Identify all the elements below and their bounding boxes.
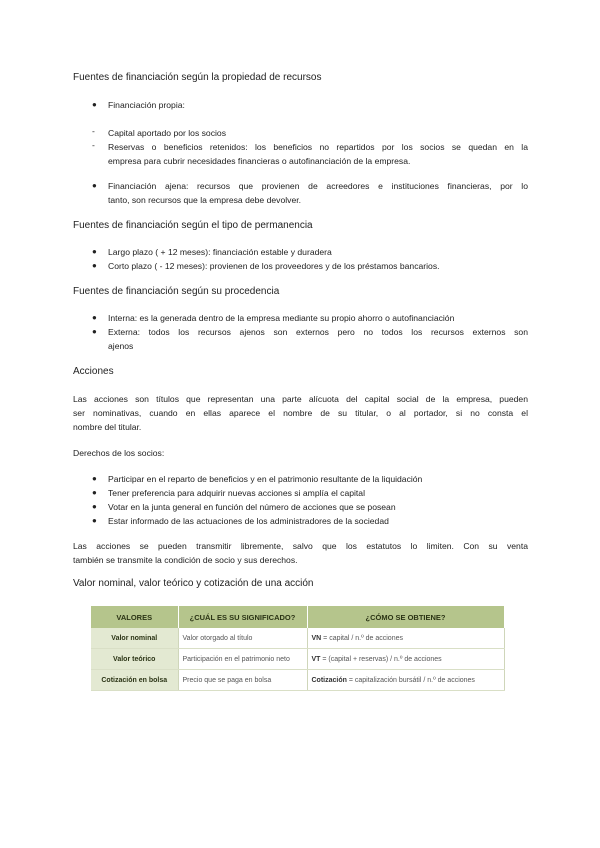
bullet-icon: ● <box>92 516 97 525</box>
table-cell <box>307 628 504 649</box>
bullet-icon: ● <box>92 327 97 336</box>
formula-key: VN <box>311 634 322 642</box>
bullet-icon: ● <box>92 181 97 190</box>
row-label: Valor nominal <box>91 628 178 649</box>
table-cell: Participación en el patrimonio neto <box>178 649 307 670</box>
formula-key: VT <box>311 655 321 663</box>
dash-icon: - <box>92 140 95 150</box>
table-header-row <box>91 606 504 628</box>
heading-permanencia: Fuentes de financiación según el tipo de permanencia <box>73 220 313 231</box>
list-item: Estar informado de las actuaciones de los administradores de la sociedad <box>108 516 389 526</box>
heading-procedencia: Fuentes de financiación según su procedencia <box>73 286 280 297</box>
paragraph-line: Las acciones son títulos que representan una parte alícuota del capital social de la empresa, pueden <box>73 394 528 404</box>
column-header: VALORES <box>91 606 178 628</box>
bullet-icon: ● <box>92 100 97 109</box>
list-item-line: empresa para cubrir necesidades financieras o autofinanciación de la empresa. <box>108 156 411 166</box>
list-item-line: Reservas o beneficios retenidos: los beneficios no repartidos por los socios se quedan en la <box>108 142 528 152</box>
list-item: Largo plazo ( + 12 meses): financiación estable y duradera <box>108 247 332 257</box>
valores-table <box>91 606 505 691</box>
formula-text: = capitalización bursátil / n.º de acciones <box>346 676 475 684</box>
bullet-icon: ● <box>92 488 97 497</box>
column-header: ¿CÓMO SE OBTIENE? <box>307 606 504 628</box>
list-item: Capital aportado por los socios <box>108 128 226 138</box>
row-label: Cotización en bolsa <box>91 670 178 691</box>
table-cell: Valor otorgado al título <box>178 628 307 649</box>
column-header: ¿CUÁL ES SU SIGNIFICADO? <box>178 606 307 628</box>
bullet-icon: ● <box>92 474 97 483</box>
paragraph-line: Las acciones se pueden transmitir libremente, salvo que los estatutos lo limiten. Con su venta <box>73 541 528 551</box>
list-item-line: Externa: todos los recursos ajenos son externos pero no todos los recursos externos son <box>108 327 528 337</box>
list-item: Tener preferencia para adquirir nuevas acciones si amplía el capital <box>108 488 365 498</box>
formula-key: Cotización <box>311 676 347 684</box>
list-item-line: Financiación ajena: recursos que provienen de acreedores e instituciones financieras, por lo <box>108 181 528 191</box>
formula-text: = (capital + reservas) / n.º de acciones <box>320 655 442 663</box>
paragraph-line: nombre del titular. <box>73 422 142 432</box>
paragraph-line: también se transmite la condición de socio y sus derechos. <box>73 555 298 565</box>
table-cell: Precio que se paga en bolsa <box>178 670 307 691</box>
heading-acciones: Acciones <box>73 366 114 377</box>
heading-valor: Valor nominal, valor teórico y cotización de una acción <box>73 578 314 589</box>
heading-propiedad: Fuentes de financiación según la propiedad de recursos <box>73 72 322 83</box>
formula-text: = capital / n.º de acciones <box>321 634 403 642</box>
list-item: Financiación propia: <box>108 100 185 110</box>
table-row <box>91 628 504 649</box>
table-cell <box>307 670 504 691</box>
list-item: Corto plazo ( - 12 meses): provienen de los proveedores y de los préstamos bancarios. <box>108 261 440 271</box>
bullet-icon: ● <box>92 247 97 256</box>
dash-icon: - <box>92 126 95 136</box>
list-item: Interna: es la generada dentro de la empresa mediante su propio ahorro o autofinanciación <box>108 313 455 323</box>
list-item-line: tanto, son recursos que la empresa debe devolver. <box>108 195 301 205</box>
table-row <box>91 670 504 691</box>
bullet-icon: ● <box>92 261 97 270</box>
derechos-label: Derechos de los socios: <box>73 448 165 458</box>
bullet-icon: ● <box>92 502 97 511</box>
list-item: Votar en la junta general en función del número de acciones que se posean <box>108 502 396 512</box>
table-row <box>91 649 504 670</box>
list-item: Participar en el reparto de beneficios y en el patrimonio resultante de la liquidación <box>108 474 423 484</box>
bullet-icon: ● <box>92 313 97 322</box>
row-label: Valor teórico <box>91 649 178 670</box>
list-item-line: ajenos <box>108 341 134 351</box>
paragraph-line: ser nominativas, cuando en ellas aparece el nombre de su titular, o al portador, si no consta el <box>73 408 528 418</box>
table-cell <box>307 649 504 670</box>
